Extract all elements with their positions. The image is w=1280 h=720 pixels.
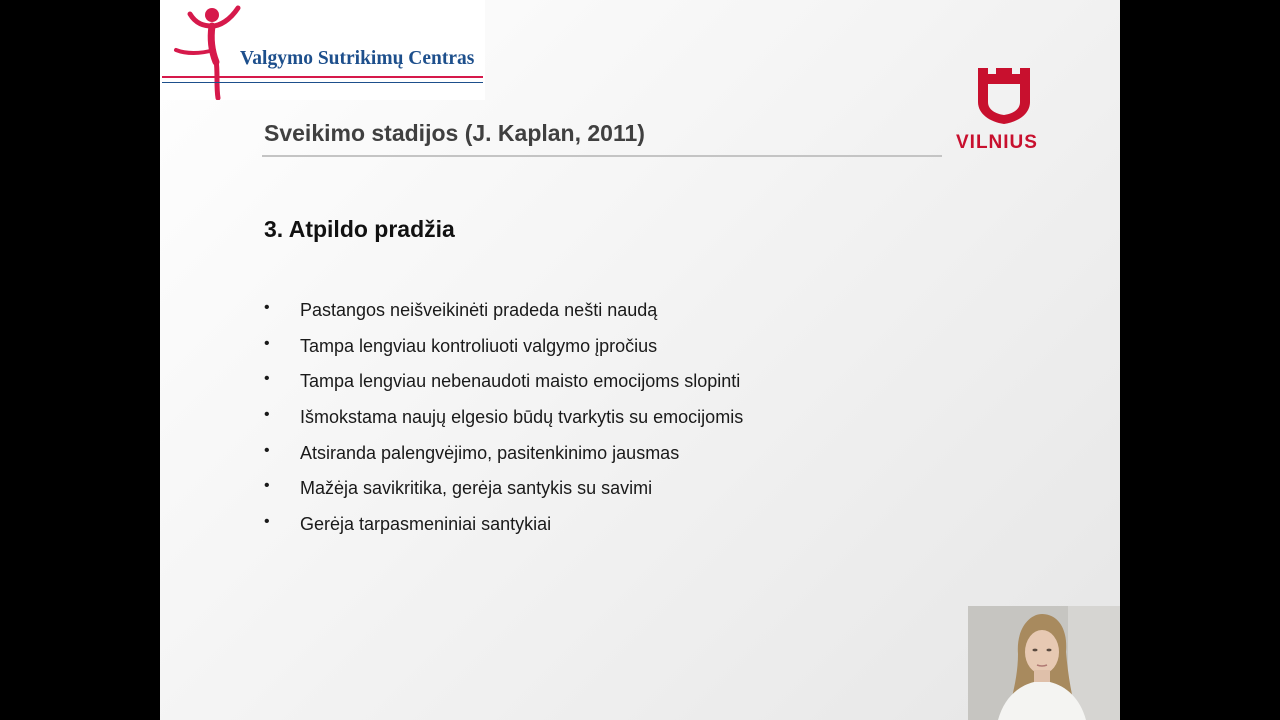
bullet-text: Išmokstama naujų elgesio būdų tvarkytis su emocijomis	[300, 407, 744, 428]
bullet-text: Tampa lengviau kontroliuoti valgymo įpročius	[300, 335, 658, 356]
bullet-icon: •	[264, 477, 270, 495]
section-heading: 3. Atpildo pradžia	[264, 216, 455, 242]
presenter-video-icon	[968, 606, 1120, 720]
organization-name: Valgymo Sutrikimų Centras	[240, 48, 475, 69]
bullet-text: Pastangos neišveikinėti pradeda nešti naudą	[300, 300, 658, 320]
vilnius-wordmark: VILNIUS	[956, 132, 1038, 153]
castle-tower-icon	[974, 62, 1034, 126]
bullet-icon: •	[264, 370, 270, 388]
slide-title: Sveikimo stadijos (J. Kaplan, 2011)	[264, 120, 645, 146]
bullet-icon: •	[264, 406, 270, 424]
presenter-webcam	[968, 606, 1120, 720]
vilnius-logo	[950, 60, 1060, 160]
bullet-icon: •	[264, 334, 270, 352]
bullet-text: Mažėja savikritika, gerėja santykis su savimi	[300, 478, 653, 499]
bullet-text: Gerėja tarpasmeniniai santykiai	[300, 514, 552, 535]
organization-logo	[160, 0, 485, 100]
title-divider	[262, 155, 942, 157]
bullet-text: Tampa lengviau nebenaudoti maisto emocijoms slopinti	[300, 371, 741, 392]
bullet-icon: •	[264, 441, 270, 459]
bullet-icon: •	[264, 513, 270, 531]
bullet-text: Atsiranda palengvėjimo, pasitenkinimo jausmas	[300, 442, 680, 463]
bullet-icon: •	[264, 299, 270, 316]
